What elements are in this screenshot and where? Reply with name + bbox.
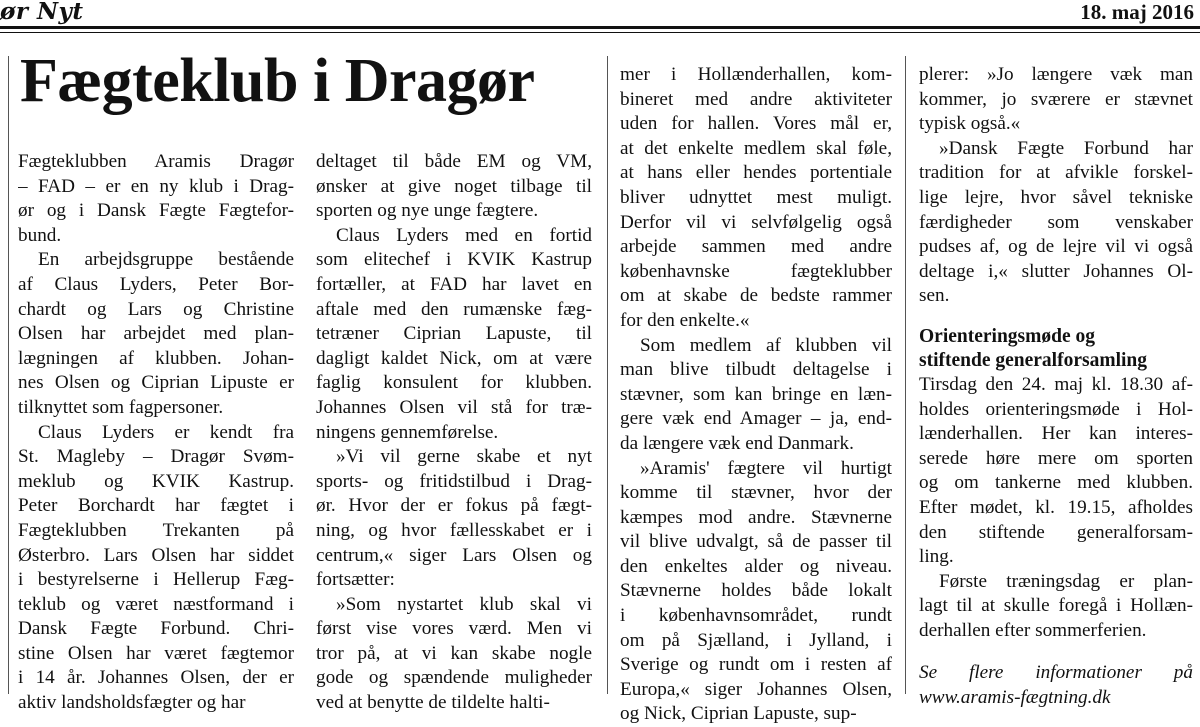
text-line: Claus Lyders med en fortid (336, 224, 592, 246)
text-line: Stævnerne holdes både lokalt (620, 580, 892, 602)
column-4-body (919, 63, 1193, 309)
text-line: lænderhallen. Her kan interes- (919, 423, 1193, 445)
text-line: uden for hallen. Vores mål er, (620, 113, 892, 135)
text-line: fortæller, at FAD har lavet en (316, 273, 592, 295)
text-line: »Som nystartet klub skal vi (336, 593, 592, 615)
text-line: københavnske fægteklubber (620, 260, 892, 282)
text-line: kæmpes mod andre. Stævnerne (620, 506, 892, 528)
text-line: lagt til at skulle foregå i Hollæn- (919, 595, 1193, 617)
text-line: deltaget til både EM og VM, (316, 151, 592, 172)
text-line: Johannes Olsen vil stå for træ- (316, 396, 592, 418)
newspaper-name: ør Nyt (0, 0, 84, 25)
text-line: den stiftende generalforsam- (919, 521, 1193, 543)
text-line: den enkeltes alder og niveau. (620, 555, 892, 577)
text-line: sports- og fritidstilbud i Drag- (316, 470, 592, 492)
text-line: Som medlem af klubben vil (640, 334, 892, 356)
text-line: stine Olsen har været fægtemor (18, 642, 294, 664)
article-headline: Fægteklub i Dragør (20, 47, 535, 115)
text-line: tilknyttet som fagpersoner. (18, 396, 224, 418)
text-line: Dansk Fægte Forbund. Chri- (18, 618, 294, 640)
text-line: at det enkelte medlem skal føle, (620, 137, 892, 159)
column-4-body-2 (919, 373, 1193, 644)
text-line: først vise vores værd. Men vi (316, 618, 592, 640)
text-line: aktiv landsholdsfægter og har (18, 692, 246, 714)
article-column-3 (620, 63, 892, 727)
text-line: dagligt kaldet Nick, om at være (316, 347, 592, 369)
article-column-1 (18, 150, 294, 716)
more-info-line: Se flere informationer på (919, 662, 1193, 684)
text-line: St. Magleby – Dragør Svøm- (18, 446, 294, 468)
text-line: og Nick, Ciprian Lapuste, sup- (620, 703, 857, 725)
text-line: – FAD – er en ny klub i Drag- (18, 175, 294, 197)
masthead (0, 0, 1200, 26)
issue-date: 18. maj 2016 (1080, 0, 1194, 24)
text-line: ønsker at give noget tilbage til (316, 175, 592, 197)
text-line: fortsætter: (316, 569, 395, 591)
column-divider (8, 56, 9, 694)
text-line: teklub og været næstformand i (18, 593, 294, 615)
column-divider (905, 56, 906, 694)
text-line: bliver udnyttet mest muligt. (620, 186, 892, 208)
masthead-rule-thin (0, 32, 1200, 33)
text-line: vil blive udvalgt, så de passer til (620, 531, 892, 553)
text-line: aftale med den rumænske fæg- (316, 298, 592, 320)
text-line: plerer: »Jo længere væk man (919, 64, 1193, 85)
text-line: lægningen af klubben. Johan- (18, 347, 294, 369)
text-line: Første træningsdag er plan- (939, 570, 1193, 592)
text-line: Tirsdag den 24. maj kl. 18.30 af- (919, 373, 1193, 395)
text-line: gode og spændende muligheder (316, 667, 592, 689)
article-column-2 (316, 150, 592, 716)
text-line: i københavnsområdet, rundt (620, 605, 892, 627)
text-line: serede høre mere om sporten (919, 447, 1193, 469)
text-line: kommer, jo sværere er stævnet (919, 88, 1193, 110)
text-line: sporten og nye unge fægtere. (316, 200, 539, 222)
text-line: sen. (919, 285, 950, 307)
masthead-rule (0, 26, 1200, 29)
text-line: »Aramis' fægtere vil hurtigt (640, 457, 892, 479)
article-column-4 (919, 63, 1193, 711)
text-line: ning, og hvor fællesskabet er i (316, 519, 592, 541)
text-line: for den enkelte.« (620, 309, 750, 331)
text-line: ør. Hvor der er fokus på fægt- (316, 495, 592, 517)
section-subheading: stiftende generalforsamling (919, 349, 1148, 371)
text-line: holdes orienteringsmøde i Hol- (919, 398, 1193, 420)
text-line: En arbejdsgruppe bestående (38, 249, 294, 271)
text-line: af Claus Lyders, Peter Bor- (18, 273, 294, 295)
text-line: tror på, at vi kan skabe nogle (316, 642, 592, 664)
text-line: Peter Borchardt har fægtet i (18, 495, 294, 517)
text-line: Fægteklubben Aramis Dragør (18, 151, 294, 172)
section-subheading: Orienteringsmøde og (919, 325, 1096, 347)
text-line: i bestyrelserne i Hellerup Fæg- (18, 569, 294, 591)
text-line: gere væk end Amager – ja, end- (620, 408, 892, 430)
text-line: Sverige og rundt om i resten af (620, 654, 892, 676)
text-line: tradition for at afvikle forskel- (919, 162, 1193, 184)
text-line: meklub og KVIK Kastrup. (18, 470, 294, 492)
text-line: faglig konsulent for klubben. (316, 372, 592, 394)
text-line: i 14 år. Johannes Olsen, der er (18, 667, 294, 689)
text-line: chardt og Lars og Christine (18, 298, 294, 320)
text-line: typisk også.« (919, 113, 1021, 135)
text-line: »Dansk Fægte Forbund har (939, 137, 1193, 159)
text-line: bineret med andre aktiviteter (620, 88, 892, 110)
text-line: færdigheder som venskaber (919, 211, 1193, 233)
text-line: ningens gennemførelse. (316, 421, 499, 443)
text-line: centrum,« siger Lars Olsen og (316, 544, 592, 566)
text-line: ved at benytte de tildelte halti- (316, 692, 550, 714)
text-line: derhallen efter sommerferien. (919, 619, 1147, 641)
column-divider (607, 56, 608, 694)
text-line: »Vi vil gerne skabe et nyt (336, 446, 592, 468)
text-line: Østerbro. Lars Olsen har siddet (18, 544, 294, 566)
text-line: mer i Hollænderhallen, kom- (620, 64, 892, 85)
text-line: deltage i,« slutter Johannes Ol- (919, 260, 1193, 282)
text-line: om på Sjælland, i Jylland, i (620, 629, 892, 651)
text-line: komme til stævner, hvor der (620, 482, 892, 504)
text-line: nes Olsen og Ciprian Lipuste er (18, 372, 294, 394)
text-line: Fægteklubben Trekanten på (18, 519, 294, 541)
text-line: ling. (919, 546, 954, 568)
text-line: Claus Lyders er kendt fra (38, 421, 294, 443)
text-line: Derfor vil vi selvfølgelig også (620, 211, 892, 233)
text-line: arbejde sammen med andre (620, 236, 892, 258)
text-line: pudses af, og de lejre vil vi også (919, 236, 1193, 258)
text-line: som elitechef i KVIK Kastrup (316, 249, 592, 271)
text-line: man blive tilbudt deltagelse i (620, 359, 892, 381)
website-link[interactable]: www.aramis-fægtning.dk (919, 687, 1111, 709)
text-line: ør og i Dansk Fægte Fægtefor- (18, 200, 294, 222)
text-line: da længere væk end Danmark. (620, 432, 854, 454)
text-line: stævner, som kan bringe en læn- (620, 383, 892, 405)
text-line: at hans eller hendes portentiale (620, 162, 892, 184)
text-line: om at skabe de bedste rammer (620, 285, 892, 307)
text-line: bund. (18, 224, 62, 246)
text-line: Europa,« siger Johannes Olsen, (620, 678, 892, 700)
text-line: Olsen har arbejdet med plan- (18, 323, 294, 345)
text-line: og om tankerne med klubben. (919, 472, 1193, 494)
text-line: Efter mødet, kl. 19.15, afholdes (919, 496, 1193, 518)
text-line: tetræner Ciprian Lapuste, til (316, 323, 592, 345)
text-line: lige lejre, hvor såvel tekniske (919, 186, 1193, 208)
